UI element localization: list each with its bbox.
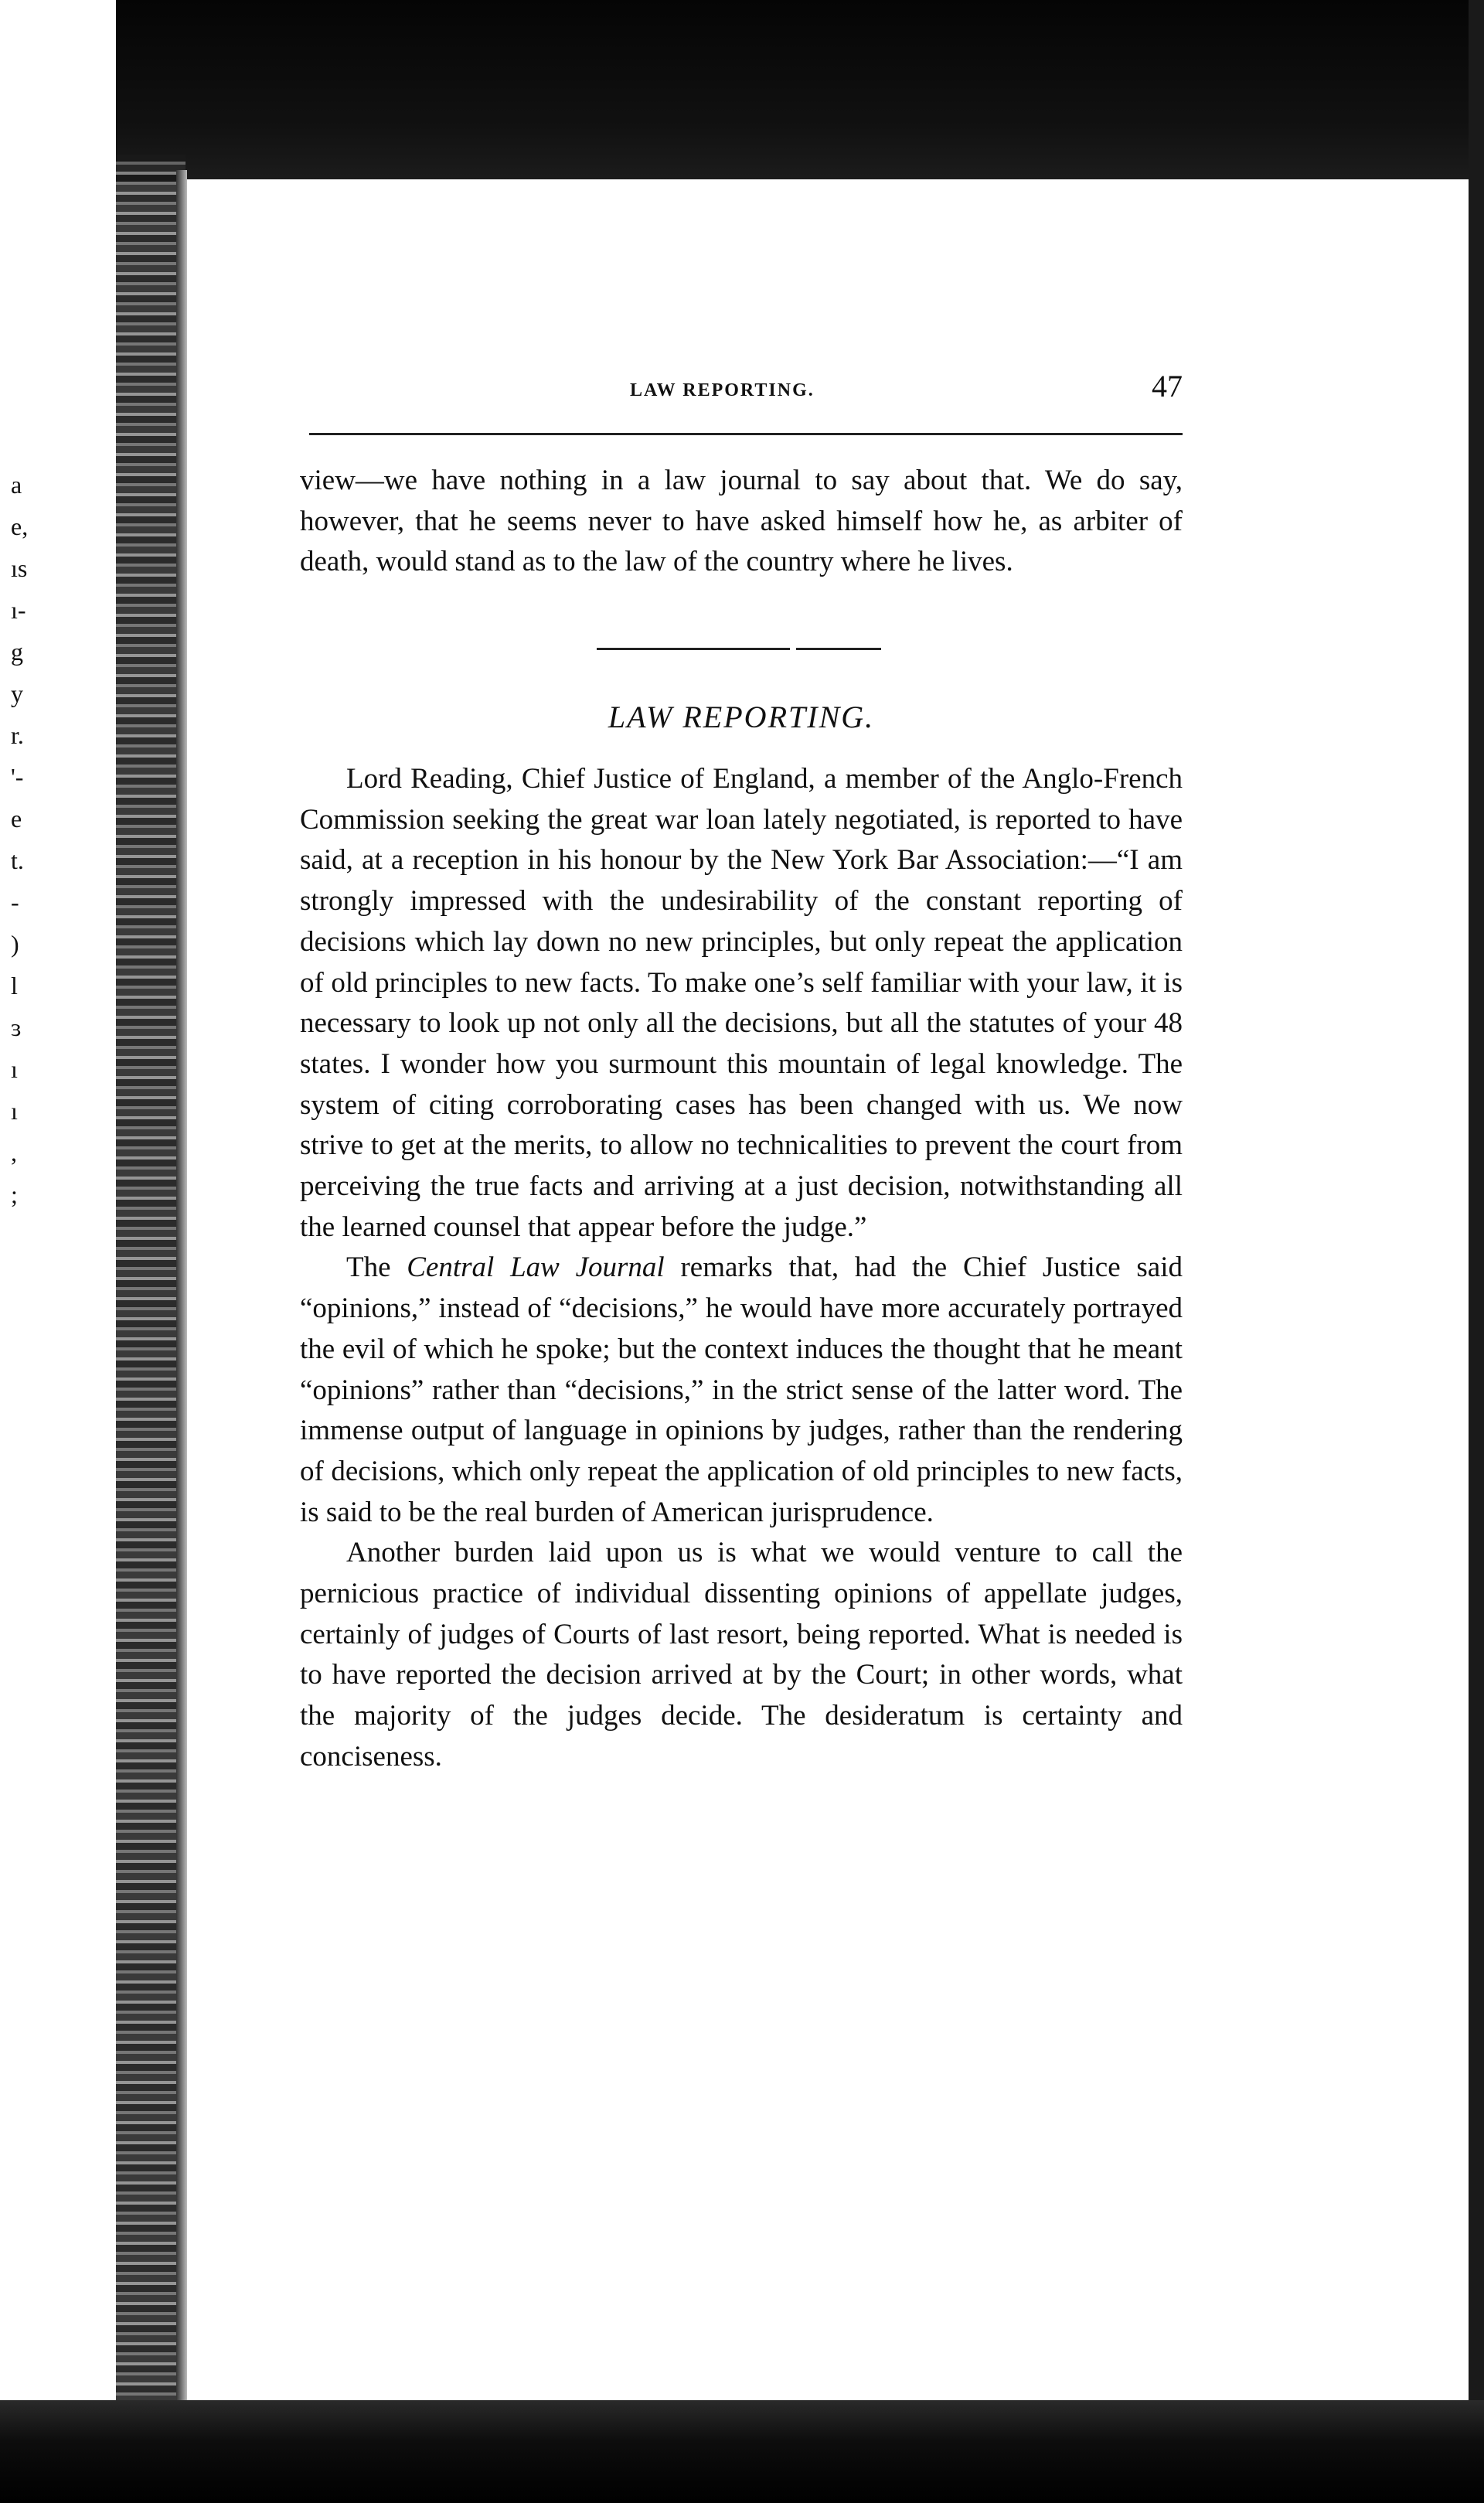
book-binding-shadow: [116, 155, 186, 2420]
facing-page-edge: [0, 0, 116, 2503]
paragraph-dissenting-opinions: Another burden laid upon us is what we would venture to call the pernicious practice of individual dissenting opinions of appellate judges, certainly of judges of Courts of last resort, being reported. What is needed is to have reported the decision arrived at by the Court; in other words, what the majority of the judges decide. The desideratum is certainty and conciseness.: [300, 1537, 1183, 1773]
running-title: LAW REPORTING.: [630, 380, 815, 400]
margin-fragment: ): [11, 930, 19, 958]
margin-fragment: t.: [11, 846, 24, 874]
paragraph-central-law-journal: [300, 1248, 1183, 1533]
margin-fragment: e,: [11, 513, 29, 540]
p2-lead: The: [346, 1252, 407, 1284]
margin-fragment: ıs: [11, 554, 28, 582]
margin-fragment: '-: [11, 763, 24, 791]
paragraph-reading-quote: Lord Reading, Chief Justice of England, a member of the Anglo-French Commission seeking the great war loan lately negotiated, is reported to have said, at a reception in his honour by the New York Bar Association:—“I am strongly impressed with the undesirability of the constant reporting of decisions which lay down no new principles, but only repeat the application of old principles to new facts. To make one’s self familiar with your law, it is necessary to look up not only all the decisions, but all the statutes of your 48 states. I wonder how you surmount this mountain of legal knowledge. The system of citing corroborating cases has been changed with us. We now strive to get at the merits, to allow no technicalities to prevent the court from perceiving the true facts and arriving at a just decision, notwithstanding all the learned counsel that appear before the judge.”: [300, 763, 1183, 1243]
margin-fragment: ,: [11, 1139, 17, 1166]
journal-title: Central Law Journal: [407, 1252, 665, 1284]
article-body: [300, 759, 1183, 1778]
margin-fragment: ;: [11, 1180, 18, 1208]
margin-fragment: l: [11, 972, 18, 999]
section-divider-left: [597, 648, 790, 650]
margin-fragment: g: [11, 638, 23, 666]
margin-fragment: r.: [11, 721, 24, 749]
header-rule: [309, 433, 1183, 435]
margin-fragment: a: [11, 471, 22, 499]
p2-rest: remarks that, had the Chief Justice said “opinions,” instead of “decisions,” he would have more accurately portrayed the evil of which he spoke; but the context induces the thought that he meant “opinions” rather than “decisions,” in the strict sense of the latter word. The immense output of language in opinions by judges, rather than the rendering of decisions, which only repeat the application of old principles to new facts, is said to be the real burden of American jurisprudence.: [300, 1252, 1183, 1528]
margin-fragment: ı: [11, 1055, 18, 1083]
margin-fragment: ı: [11, 1097, 18, 1125]
binding-edge: [176, 170, 187, 2412]
scan-border-bottom: [0, 2400, 1484, 2503]
margin-fragment: -: [11, 888, 19, 916]
facing-page-fragments: [11, 464, 57, 1215]
section-divider-right: [796, 648, 881, 650]
margin-fragment: ɜ: [11, 1013, 22, 1041]
scan-border-top: [0, 0, 1484, 182]
margin-fragment: e: [11, 805, 22, 833]
section-title: LAW REPORTING.: [608, 700, 875, 734]
margin-fragment: ı-: [11, 596, 26, 624]
margin-fragment: y: [11, 679, 23, 707]
running-header: [309, 363, 1183, 410]
page-number: 47: [1152, 369, 1183, 404]
intro-paragraph: view—we have nothing in a law journal to say about that. We do say, however, that he seems never to have asked himself how he, as arbiter of death, would stand as to the law of the country where he lives.: [300, 465, 1183, 578]
scan-border-right: [1469, 0, 1484, 2503]
intro-paragraph-block: [300, 461, 1183, 583]
